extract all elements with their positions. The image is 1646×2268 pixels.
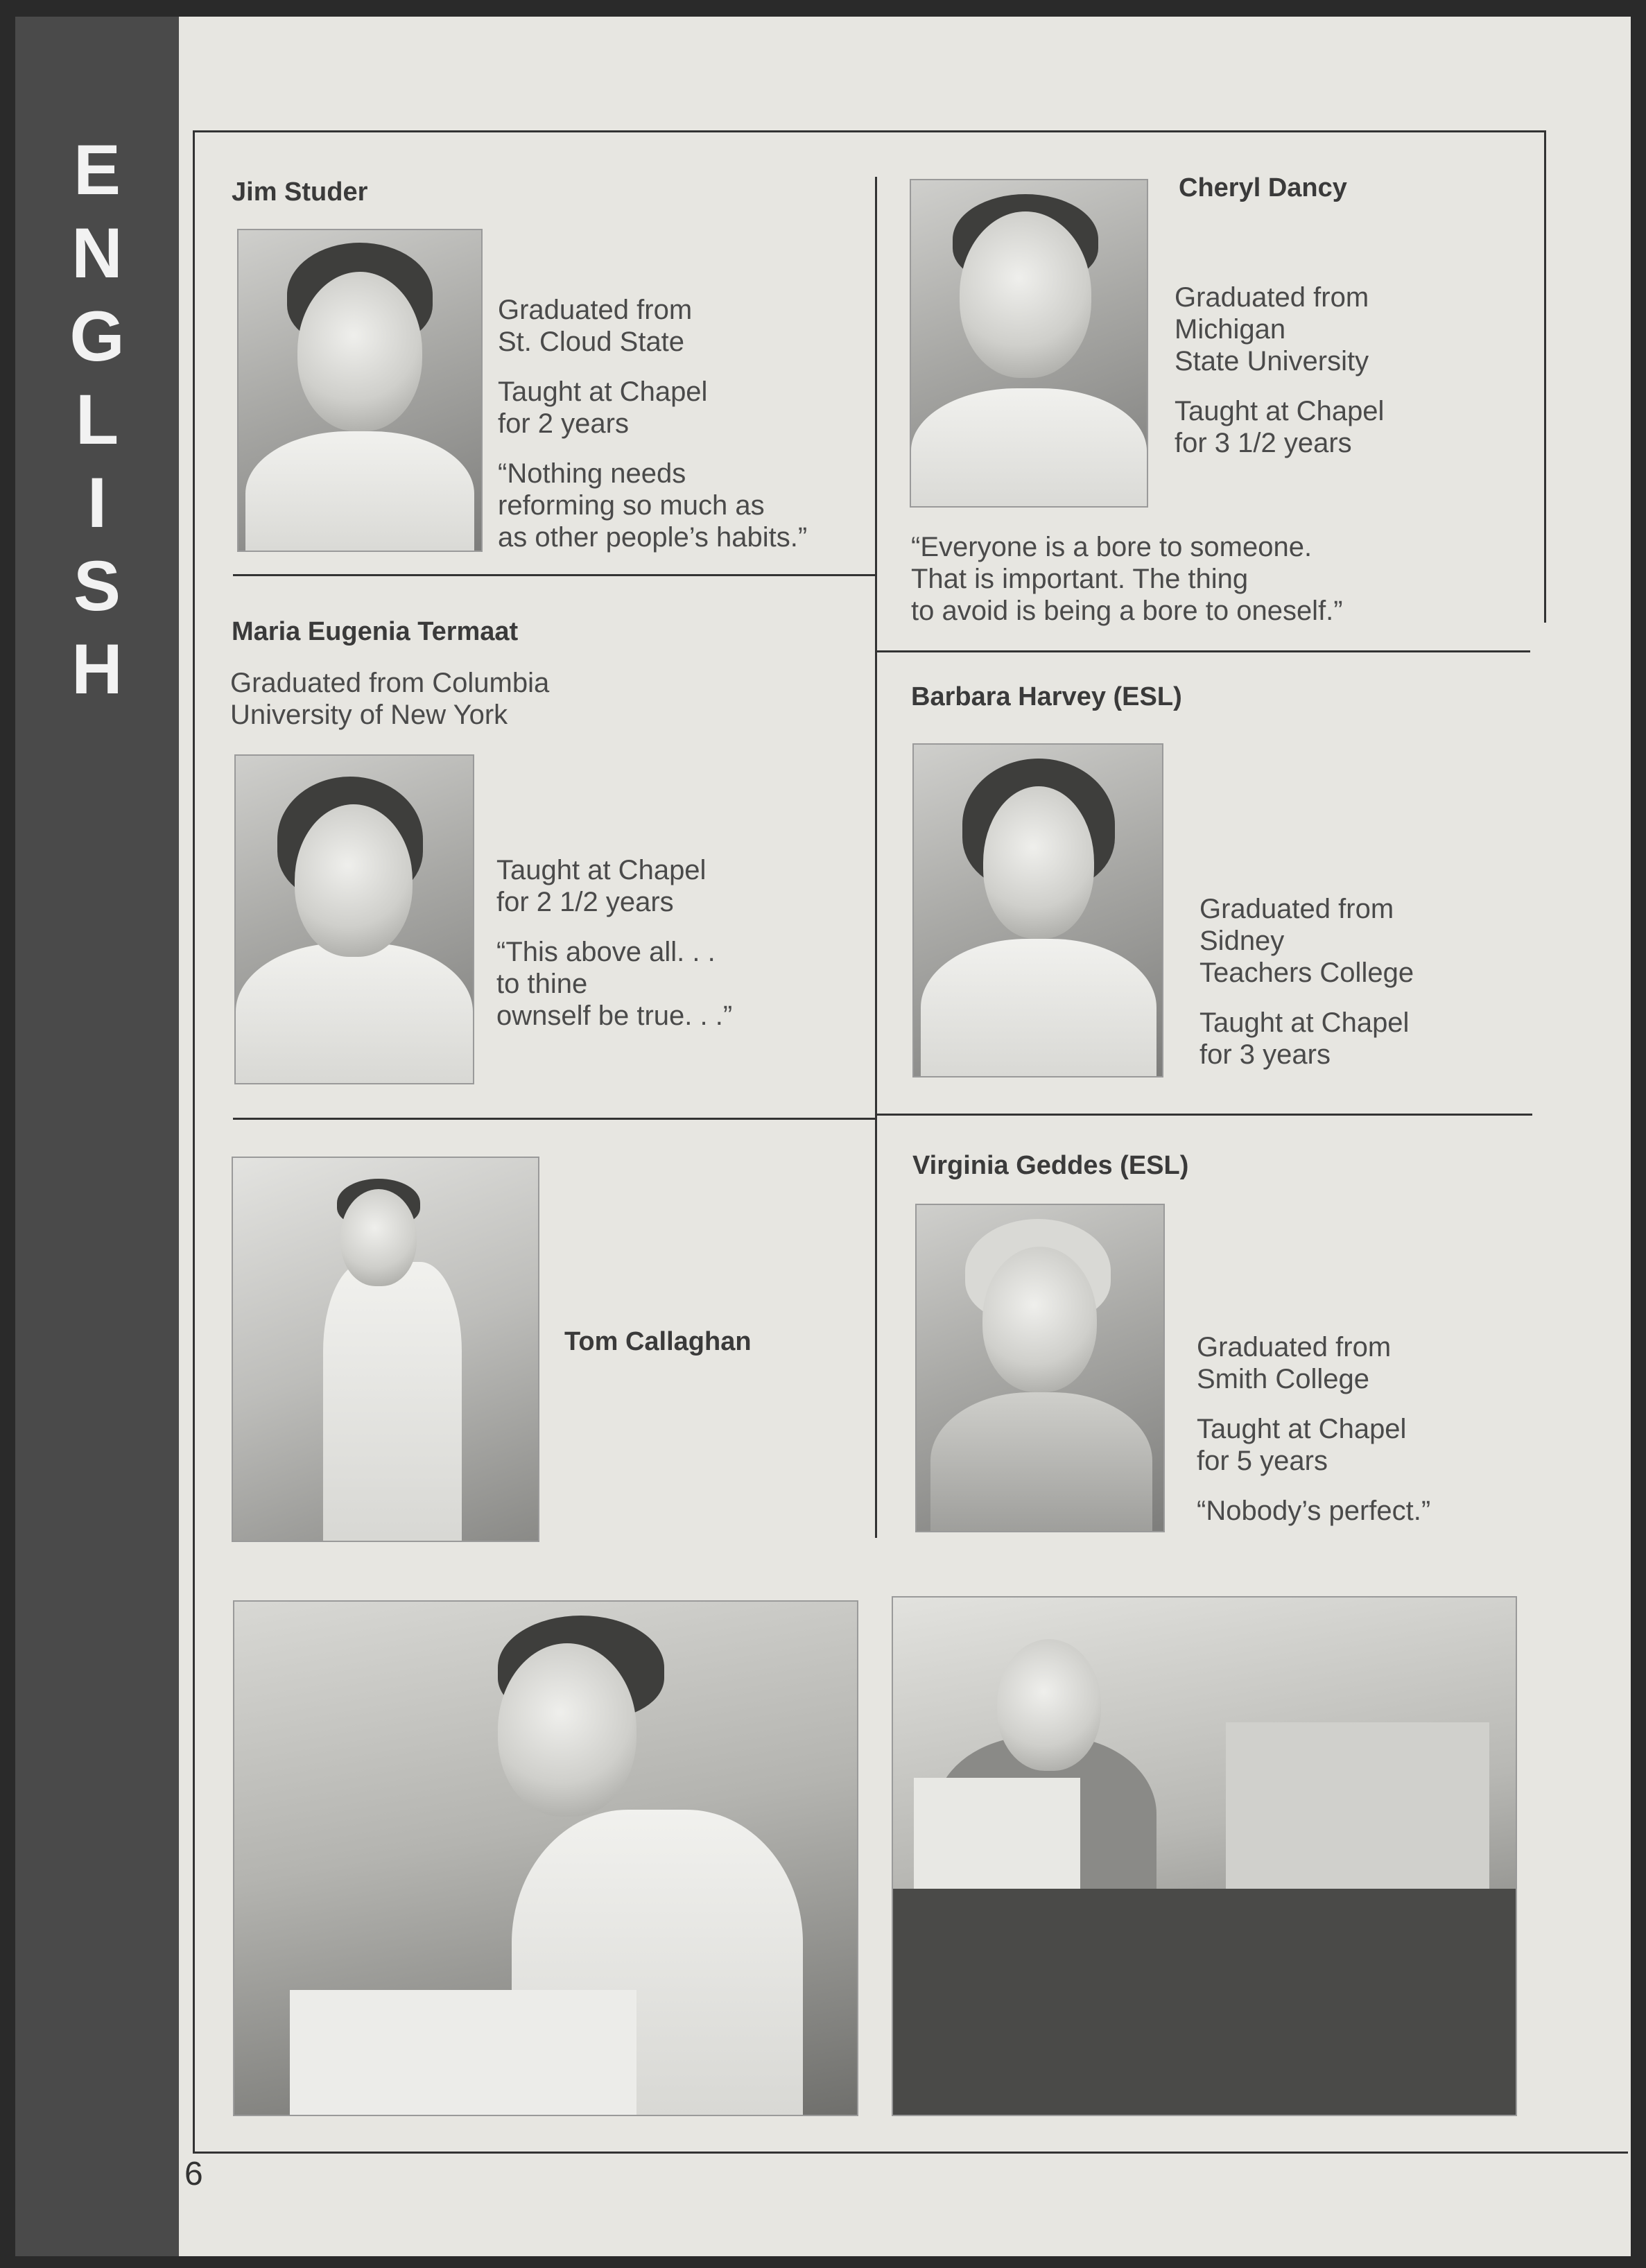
- portrait-barbara-harvey: [912, 743, 1163, 1077]
- faculty-name-cheryl-dancy: Cheryl Dancy: [1179, 173, 1347, 202]
- side-letter: G: [69, 297, 125, 376]
- faculty-info-virginia-geddes: Graduated from Smith College Taught at Chapel for 5 years “Nobody’s perfect.”: [1197, 1332, 1431, 1526]
- portrait-jim-studer: [237, 229, 483, 552]
- faculty-graduated-maria-termaat: Graduated from Columbia University of New York: [230, 668, 550, 730]
- portrait-tom-callaghan: [232, 1157, 539, 1542]
- faculty-info-barbara-harvey: Graduated from Sidney Teachers College Taught at Chapel for 3 years: [1199, 894, 1414, 1070]
- frame-top-rule: [193, 130, 1546, 132]
- portrait-maria-termaat: [234, 754, 474, 1084]
- faculty-name-maria-termaat: Maria Eugenia Termaat: [232, 617, 519, 646]
- section-side-strip: [15, 17, 179, 2256]
- faculty-quote-cheryl-dancy: “Everyone is a bore to someone. That is important. The thing to avoid is being a bore to oneself.”: [911, 532, 1343, 626]
- faculty-name-virginia-geddes: Virginia Geddes (ESL): [912, 1151, 1189, 1180]
- center-divider: [875, 177, 877, 1538]
- page-number: 6: [184, 2156, 203, 2192]
- faculty-name-jim-studer: Jim Studer: [232, 178, 368, 207]
- divider-maria-tom: [233, 1118, 875, 1120]
- faculty-name-barbara-harvey: Barbara Harvey (ESL): [911, 682, 1182, 711]
- divider-jim-maria: [233, 574, 875, 576]
- side-letter: H: [71, 630, 123, 709]
- frame-bottom-rule: [193, 2152, 1628, 2154]
- side-letter: L: [75, 380, 119, 459]
- divider-barbara-virginia: [875, 1114, 1532, 1116]
- frame-left-rule: [193, 130, 195, 2154]
- portrait-cheryl-dancy: [910, 179, 1148, 508]
- divider-cheryl-barbara: [875, 650, 1530, 652]
- portrait-virginia-geddes: [915, 1204, 1165, 1532]
- side-letter: I: [87, 463, 107, 542]
- faculty-info-cheryl-dancy: Graduated from Michigan State University Taught at Chapel for 3 1/2 years: [1175, 282, 1385, 458]
- faculty-name-tom-callaghan: Tom Callaghan: [564, 1327, 752, 1356]
- candid-photo-man-reading: [233, 1600, 858, 2116]
- side-letter: S: [73, 546, 121, 625]
- side-letter: E: [73, 130, 121, 209]
- faculty-info-maria-termaat: Taught at Chapel for 2 1/2 years “This above all. . . to thine ownself be true. . .”: [496, 855, 733, 1031]
- side-letter: N: [71, 214, 123, 293]
- frame-right-rule: [1544, 130, 1546, 623]
- faculty-info-jim-studer: Graduated from St. Cloud State Taught at Chapel for 2 years “Nothing needs reforming so much as as other people’s habits.”: [498, 295, 808, 553]
- candid-photo-woman-at-desk: [892, 1596, 1517, 2116]
